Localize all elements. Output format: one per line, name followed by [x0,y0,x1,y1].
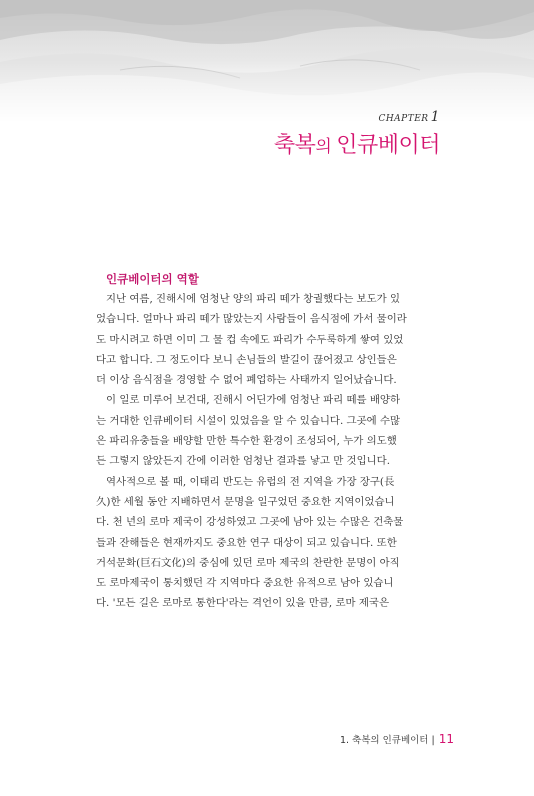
body-line: 들과 잔해들은 현재까지도 중요한 연구 대상이 되고 있습니다. 또한 [96,536,397,549]
body-line: 도 로마제국이 통치했던 각 지역마다 중요한 유적으로 남아 있습니 [96,577,394,590]
body-line: 久)한 세월 동안 지배하면서 문명을 일구었던 중요한 지역이었습니 [96,495,395,508]
body-line: 은 파리유충들을 배양할 만한 특수한 환경이 조성되어, 누가 의도했 [96,435,397,448]
chapter-title-particle: 의 [315,137,337,157]
body-line: 다고 합니다. 그 정도이다 보니 손님들의 발길이 끊어졌고 상인들은 [96,353,397,366]
chapter-title [274,128,440,159]
body-line: 다. '모든 길은 로마로 통한다'라는 격언이 있을 만큼, 로마 제국은 [96,597,389,610]
body-line: 역사적으로 볼 때, 이태리 반도는 유럽의 전 지역을 가장 장구(長 [106,475,395,488]
page-number: 11 [438,732,454,746]
chapter-number: 1 [430,109,440,125]
running-title: 1. 축복의 인큐베이터 | [339,735,435,746]
body-line: 었습니다. 얼마나 파리 떼가 많았는지 사람들이 음식점에 가서 물이라 [96,313,407,326]
chapter-label-text: CHAPTER [378,114,429,124]
body-line: 지난 여름, 진해시에 엄청난 양의 파리 떼가 창궐했다는 보도가 있 [106,293,400,305]
body-line: 이 일로 미루어 보건대, 진해시 어딘가에 엄청난 파리 떼를 배양하 [106,394,400,407]
chapter-title-part1: 축복 [273,133,316,158]
body-line: 거석문화(巨石文化)의 중심에 있던 로마 제국의 찬란한 문명이 아직 [96,556,400,569]
body-text [96,289,456,614]
section-heading: 인큐베이터의 역할 [106,272,199,286]
body-line: 더 이상 음식점을 경영할 수 없어 폐업하는 사태까지 일어났습니다. [96,374,397,387]
body-line: 는 거대한 인큐베이터 시설이 있었음을 알 수 있습니다. 그곳에 수많 [96,414,401,427]
body-line: 도 마시려고 하면 이미 그 물 컵 속에도 파리가 수두룩하게 쌓여 있었 [96,333,404,346]
header-banner-image [0,0,534,122]
page-footer [340,732,454,746]
body-line: 든 그렇지 않았든지 간에 이러한 엄청난 결과를 낳고 만 것입니다. [96,455,390,468]
chapter-label [378,109,440,125]
body-line: 다. 천 년의 로마 제국이 강성하였고 그곳에 남아 있는 수많은 건축물 [96,516,404,529]
chapter-title-part2: 인큐베이터 [336,133,440,158]
